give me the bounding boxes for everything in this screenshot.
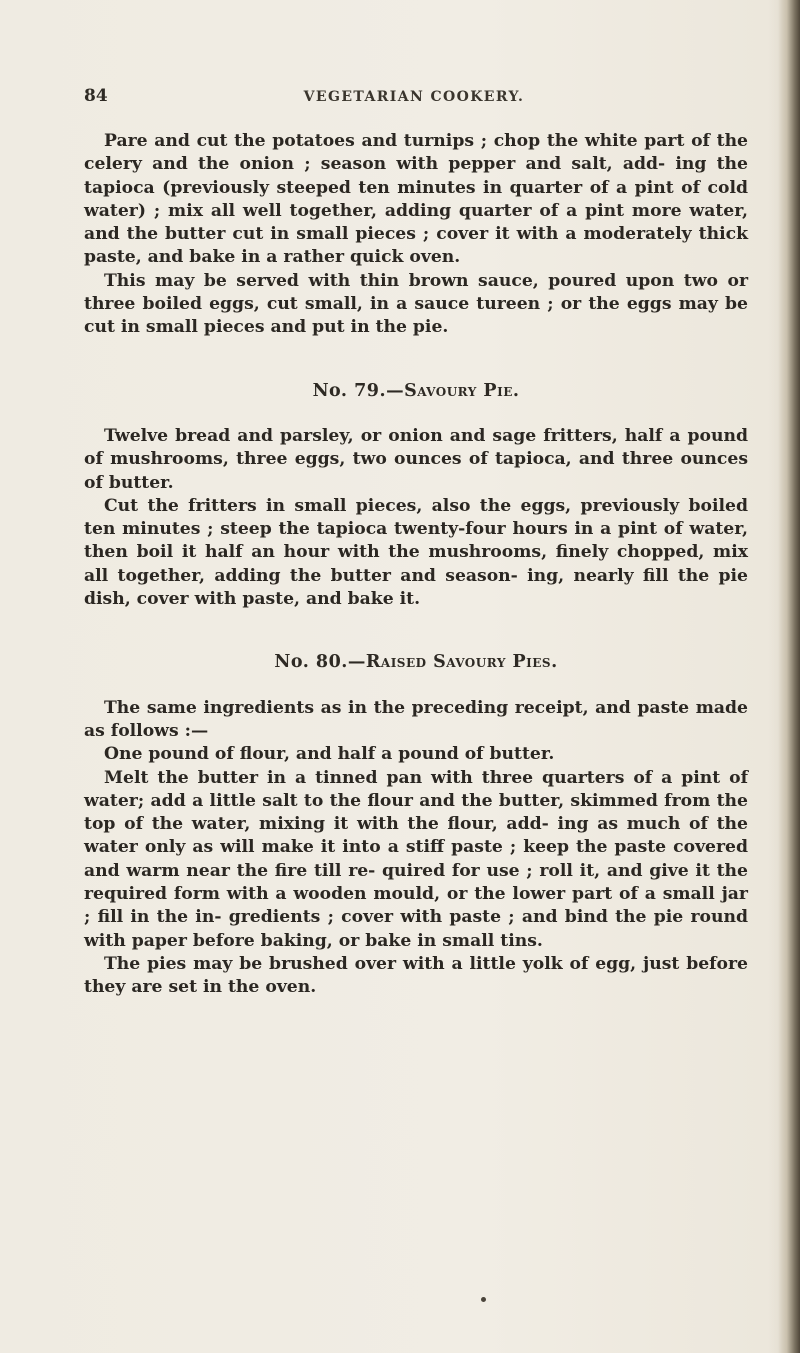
recipe-title-79	[84, 380, 748, 403]
recipe-paragraph: The pies may be brushed over with a little yolk of egg, just before they are set in the oven.	[84, 953, 748, 998]
intro-paragraph: This may be served with thin brown sauce, poured upon two or three boiled eggs, cut small, in a sauce tureen ; or the eggs may be cut in small pieces and put in the pie.	[84, 270, 748, 338]
recipe-paragraph: The same ingredients as in the preceding receipt, and paste made as follows :—	[84, 697, 748, 741]
recipe-number: No. 79.	[312, 380, 387, 401]
recipe-name: —Savoury Pie.	[386, 380, 520, 401]
intro-paragraph: Pare and cut the potatoes and turnips ; chop the white part of the celery and the onion ; season with pepper and salt, add- ing the tapioca (previously steeped ten minutes in quarter of a pint of cold water) ; mix all well together, adding quarter of a pint more water, and the butter cut in small pieces ; cover it with a moderately thick paste, and bake in a rather quick oven.	[84, 131, 748, 268]
recipe-paragraph: Melt the butter in a tinned pan with three quarters of a pint of water; add a little salt to the flour and the butter, skimmed from the top of the water, mixing it with the flour, add- ing as much of the water only as will make it into a stiff paste ; keep the paste covered and warm near the fire till re- quired for use ; roll it, and give it the required form with a wooden mould, or the lower part of a small jar ; fill in the in- gredients ; cover with paste ; and bind the pie round with paper before baking, or bake in small tins.	[84, 767, 748, 951]
ink-speck	[481, 1297, 486, 1302]
page-header	[84, 86, 744, 116]
page-body	[84, 130, 748, 1000]
recipe-paragraph: Cut the fritters in small pieces, also the eggs, previously boiled ten minutes ; steep the tapioca twenty-four hours in a pint of water, then boil it half an hour with the mushrooms, finely chopped, mix all together, adding the butter and season- ing, nearly fill the pie dish, cover with paste, and bake it.	[84, 495, 748, 610]
recipe-name: —Raised Savoury Pies.	[347, 652, 558, 673]
page-number: 84	[84, 86, 108, 106]
recipe-number: No. 80.	[274, 652, 348, 673]
book-binding-edge	[778, 0, 800, 1353]
recipe-paragraph: One pound of flour, and half a pound of butter.	[104, 744, 555, 765]
recipe-title-80	[84, 651, 748, 674]
running-head: VEGETARIAN COOKERY.	[303, 89, 525, 105]
recipe-paragraph: Twelve bread and parsley, or onion and sage fritters, half a pound of mushrooms, three eggs, two ounces of tapioca, and three ounces of butter.	[84, 425, 748, 493]
